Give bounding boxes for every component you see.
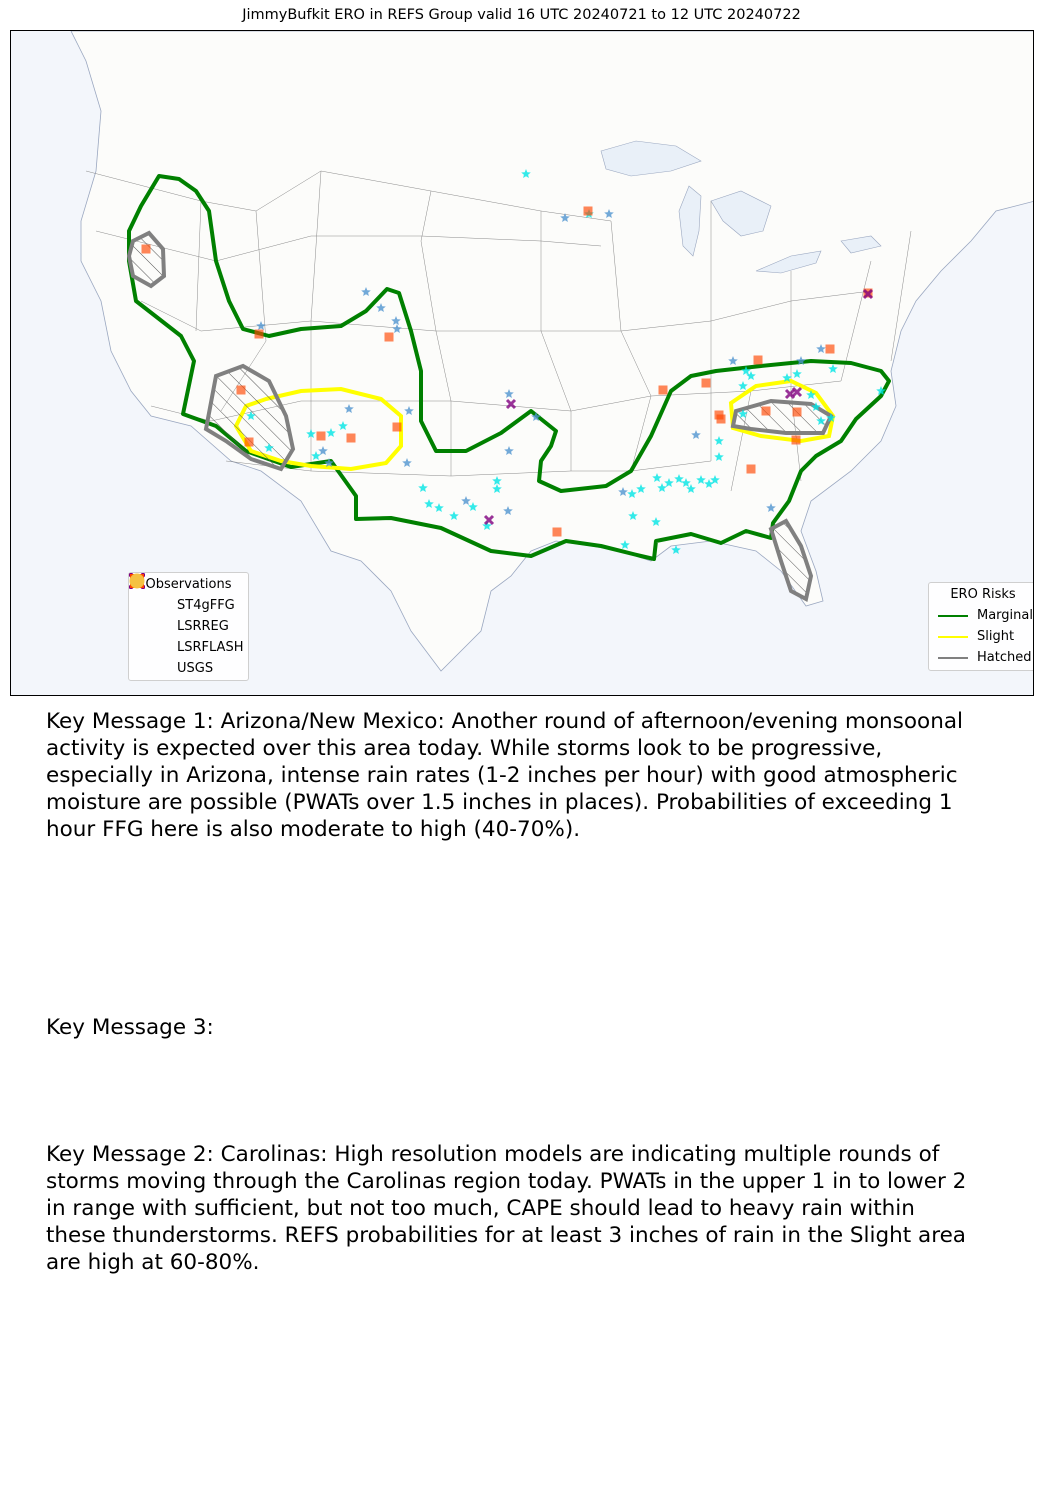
marginal-line-icon [929, 605, 977, 626]
legend-item-st4gffg [129, 595, 248, 616]
map-title: JimmyBufkit ERO in REFS Group valid 16 UTC 20240721 to 12 UTC 20240722 [242, 7, 801, 23]
legend-label-st4gffg: ST4gFFG [177, 598, 235, 613]
legend-item-hatched [929, 647, 1034, 668]
lsrflash-marker [754, 356, 763, 365]
lsrflash-marker [553, 528, 562, 537]
square-icon [129, 637, 177, 658]
lsrflash-marker [659, 386, 668, 395]
legend-label-marginal: Marginal [977, 608, 1033, 623]
legend-item-lsrreg [129, 616, 248, 637]
lsrflash-marker [245, 438, 254, 447]
lsrflash-marker [584, 207, 593, 216]
legend-label-lsrflash: LSRFLASH [177, 640, 244, 655]
lsrflash-marker [142, 245, 151, 254]
observations-legend [128, 572, 249, 681]
ero-risks-legend [928, 582, 1034, 671]
legend-label-hatched: Hatched [977, 650, 1032, 665]
map-panel [10, 30, 1034, 696]
lsrflash-marker [747, 465, 756, 474]
lsrflash-marker [762, 407, 771, 416]
legend-item-usgs [129, 658, 248, 679]
key-message-2: Key Message 2: Carolinas: High resolution models are indicating multiple rounds of storms moving through the Carolinas region today. PWATs in the upper 1 in to lower 2 in range with sufficient, but not too much, CAPE should lead to heavy rain within these thunderstorms. REFS probabilities for at least 3 inches of rain in the Slight area are high at 60-80%. [46, 1142, 967, 1275]
observations-legend-title: Observations [145, 577, 232, 592]
lsrflash-marker [385, 333, 394, 342]
lsrflash-marker [793, 408, 802, 417]
ero-legend-title: ERO Risks [950, 587, 1016, 602]
lsrflash-marker [393, 423, 402, 432]
legend-label-lsrreg: LSRREG [177, 619, 229, 634]
lsrflash-marker [317, 432, 326, 441]
star-icon [129, 595, 177, 616]
circle-icon [129, 658, 177, 679]
lsrflash-marker [717, 415, 726, 424]
legend-label-usgs: USGS [177, 661, 214, 676]
legend-item-marginal [929, 605, 1034, 626]
lsrflash-marker [237, 386, 246, 395]
hatched-line-icon [929, 647, 977, 668]
legend-label-slight: Slight [977, 629, 1015, 644]
lsrflash-marker [702, 379, 711, 388]
legend-item-lsrflash [129, 637, 248, 658]
lsrflash-marker [347, 434, 356, 443]
slight-line-icon [929, 626, 977, 647]
lsrflash-marker [826, 345, 835, 354]
st4gffg-marker [671, 545, 681, 554]
key-message-3: Key Message 3: [46, 1015, 214, 1040]
lsrflash-marker [792, 436, 801, 445]
lsrflash-marker [255, 330, 264, 339]
key-message-1: Key Message 1: Arizona/New Mexico: Another round of afternoon/evening monsoonal activity is expected over this area today. While storms look to be progressive, especially in Arizona, intense rain rates (1-2 inches per hour) with good atmospheric moisture are possible (PWATs over 1.5 inches in places). Probabilities of exceeding 1 hour FFG here is also moderate to high (40-70%). [46, 709, 963, 842]
legend-item-slight [929, 626, 1034, 647]
x-icon [129, 616, 177, 637]
